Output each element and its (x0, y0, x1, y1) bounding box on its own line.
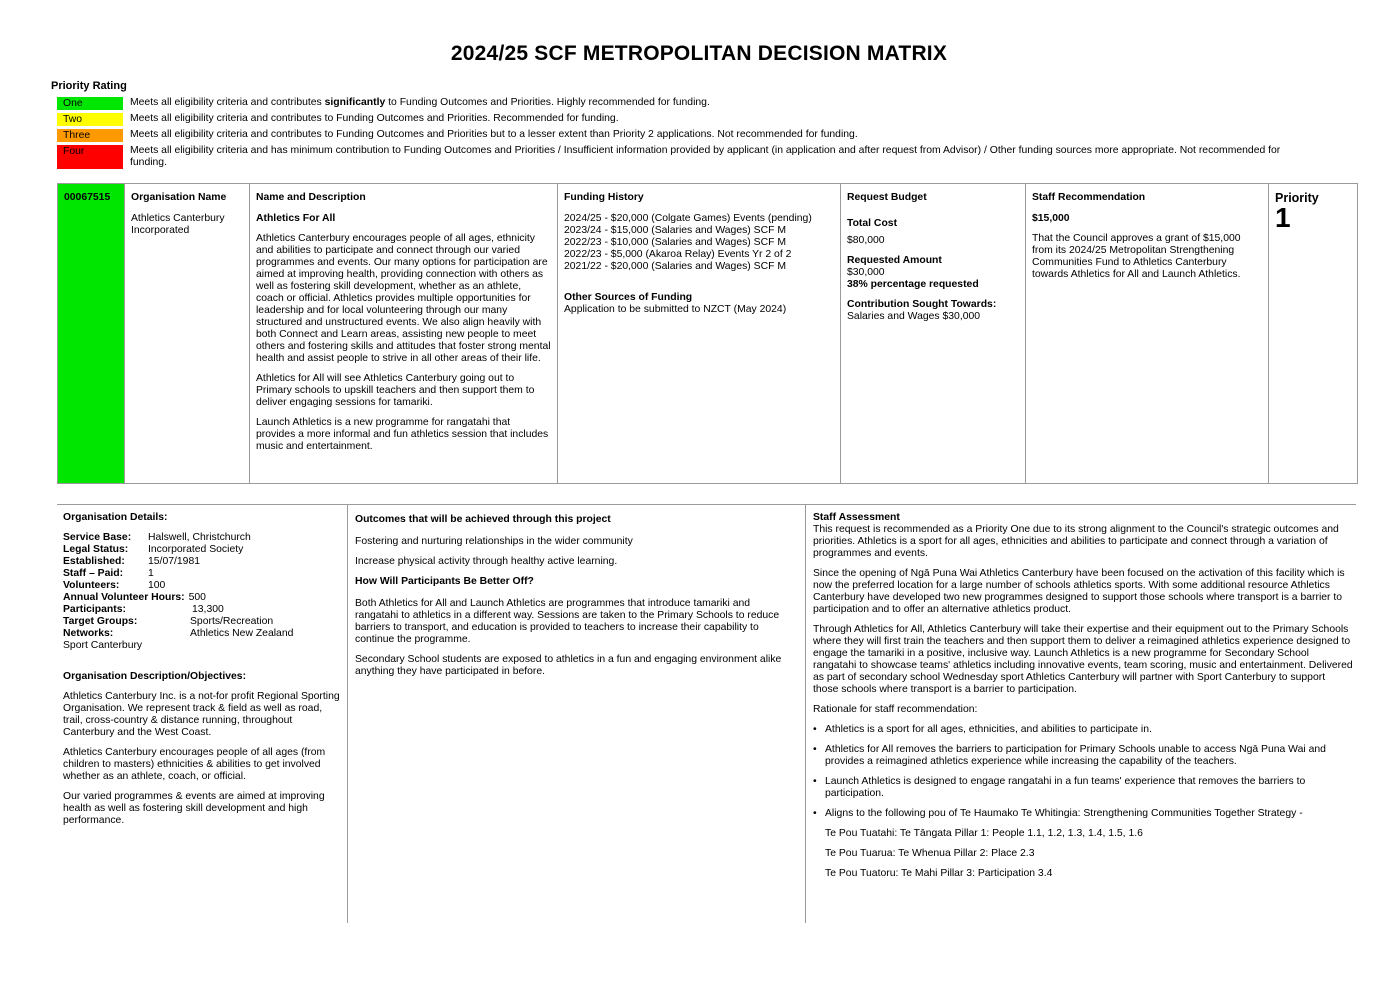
assessment-paragraph: This request is recommended as a Priority One due to its strong alignment to the Council's strategic outcomes and priorities. Athletics is a sport for all ages, ethnicities and abilities to participate and connect through a variation of programmes and events. (813, 524, 1339, 559)
objective-paragraph: Our varied programmes & events are aimed at improving health as well as fostering skill development and high performance. (63, 791, 325, 826)
vol-hours-label: Annual Volunteer Hours: (63, 592, 185, 603)
outcomes-heading: Outcomes that will be achieved through this project (355, 514, 611, 525)
pou-item: Te Pou Tuatahi: Te Tāngata Pillar 1: People 1.1, 1.2, 1.3, 1.4, 1.5, 1.6 (825, 828, 1143, 839)
vol-hours: 500 (188, 592, 206, 603)
requested-amount: $30,000 (847, 267, 885, 278)
other-sources-header: Other Sources of Funding (564, 292, 693, 303)
rationale-item: • Athletics is a sport for all ages, ethnicities, and abilities to participate in. (825, 724, 1353, 736)
section-divider (57, 504, 1356, 505)
legend-row-two (57, 113, 1317, 126)
history-header: Funding History (564, 192, 644, 203)
better-off-paragraph: Secondary School students are exposed to athletics in a fun and engaging environment alike anything they have participated in before. (355, 654, 782, 677)
org-name: Athletics Canterbury Incorporated (131, 213, 225, 236)
target-groups-label: Target Groups: (63, 616, 138, 627)
legend-swatch-three: Three (57, 129, 123, 142)
participants: 13,300 (192, 604, 224, 615)
networks-label: Networks: (63, 628, 114, 639)
legend-row-four (57, 145, 1317, 169)
total-cost-label: Total Cost (847, 218, 898, 229)
objectives-heading: Organisation Description/Objectives: (63, 671, 247, 682)
assessment-paragraph: Through Athletics for All, Athletics Canterbury will take their expertise and their equipment out to the Primary Schools where they will first train the teachers and then support them to deliver a reimagined athletics experience designed to engage the tamariki in a positive, inclusive way. Launch Athletics is a new programme for Secondary School rangatahi to showcase teams' athletics including innovative events, team scoring, music and entertainment. Delivered as part of secondary school Wednesday sport Athletics Canterbury will partner with Sport Canterbury to support those schools where transport is a barrier to participation. (813, 624, 1353, 695)
outcomes-section (355, 512, 795, 686)
rationale-item: • Aligns to the following pou of Te Haumako Te Whitingia: Strengthening Communities Together Strategy - (825, 808, 1353, 820)
percentage-requested: 38% percentage requested (847, 279, 979, 290)
participants-label: Participants: (63, 604, 126, 615)
legend-text-three: Meets all eligibility criteria and contributes to Funding Outcomes and Priorities but to a lesser extent than Priority 2 applications. Not recommended for funding. (130, 129, 858, 140)
application-id: 00067515 (58, 184, 125, 483)
rationale-item: • Athletics for All removes the barriers to participation for Primary Schools unable to access Ngā Puna Wai and provides a reimagined athletics experience while increasing the capability of the teachers. (825, 744, 1353, 768)
column-divider (805, 505, 806, 923)
contribution-towards: Salaries and Wages $30,000 (847, 311, 981, 322)
pou-item: Te Pou Tuarua: Te Whenua Pillar 2: Place 2.3 (825, 848, 1035, 859)
better-off-paragraph: Both Athletics for All and Launch Athletics are programmes that introduce tamariki and rangatahi to athletics in a different way. Sessions are taken to the Primary Schools to reduce barriers to transport, and education is provided to teachers to increase their capability to continue the programme. (355, 598, 780, 645)
org-details-heading: Organisation Details: (63, 512, 168, 523)
service-base-label: Service Base: (63, 532, 132, 543)
column-divider (347, 505, 348, 923)
rationale-heading: Rationale for staff recommendation: (813, 704, 978, 715)
legend-text-four: Meets all eligibility criteria and has minimum contribution to Funding Outcomes and Priorities / Insufficient information provided by applicant (in application and after request from Advisor) / Other funding sources more appropriate. Not recommended for funding. (130, 145, 1281, 168)
networks: Athletics New Zealand (190, 628, 294, 639)
outcome-item: Fostering and nurturing relationships in the wider community (355, 536, 633, 547)
staff-label: Staff – Paid: (63, 568, 124, 579)
outcome-item: Increase physical activity through healthy active learning. (355, 556, 618, 567)
rationale-list (813, 724, 1353, 820)
rationale-item: • Launch Athletics is designed to engage rangatahi in a fun teams' experience that removes the barriers to participation. (825, 776, 1353, 800)
established: 15/07/1981 (148, 556, 201, 567)
rec-amount: $15,000 (1032, 213, 1070, 224)
budget-column (841, 184, 1026, 483)
legend-swatch-two: Two (57, 113, 123, 126)
legal-status: Incorporated Society (148, 544, 244, 555)
history-item: 2023/24 - $15,000 (Salaries and Wages) SCF M (564, 225, 786, 236)
target-groups: Sports/Recreation (190, 616, 274, 627)
contribution-label: Contribution Sought Towards: (847, 299, 997, 310)
pou-item: Te Pou Tuatoru: Te Mahi Pillar 3: Participation 3.4 (825, 868, 1053, 879)
objective-paragraph: Athletics Canterbury encourages people of all ages (from children to masters) ethnicities & abilities to get involved whether as an athlete, coach, or official. (63, 747, 326, 782)
organisation-column (125, 184, 250, 483)
budget-header: Request Budget (847, 192, 927, 203)
funding-history-column (558, 184, 841, 483)
legend-swatch-one: One (57, 97, 123, 110)
legend-row-three (57, 129, 1317, 142)
service-base: Halswell, Christchurch (148, 532, 251, 543)
history-item: 2022/23 - $5,000 (Akaroa Relay) Events Yr 2 of 2 (564, 249, 792, 260)
legend-row-one (57, 97, 1317, 110)
established-label: Established: (63, 556, 125, 567)
history-item: 2021/22 - $20,000 (Salaries and Wages) SCF M (564, 261, 786, 272)
project-name: Athletics For All (256, 213, 336, 224)
assessment-paragraph: Since the opening of Ngā Puna Wai Athletics Canterbury have been focused on the activation of this facility which is now the preferred location for a large number of schools athletics sports. With some additional resource Athletics Canterbury have developed two new programmes designed to support those schools where transport is a barrier to participation and to offer an alternative athletics product. (813, 568, 1345, 615)
assessment-heading: Staff Assessment (813, 512, 900, 523)
org-header: Organisation Name (131, 192, 227, 203)
history-item: 2022/23 - $10,000 (Salaries and Wages) SCF M (564, 237, 786, 248)
desc-header: Name and Description (256, 192, 366, 203)
recommendation-column (1026, 184, 1269, 483)
priority-value: 1 (1275, 202, 1291, 233)
total-cost: $80,000 (847, 235, 885, 246)
priority-legend (57, 97, 1317, 172)
networks-2: Sport Canterbury (63, 640, 143, 651)
desc-paragraph: Launch Athletics is a new programme for rangatahi that provides a more informal and fun athletics session that includes music and entertainment. (256, 417, 549, 452)
desc-paragraph: Athletics for All will see Athletics Canterbury going out to Primary schools to upskill teachers and then support them to deliver engaging sessions for tamariki. (256, 373, 535, 408)
requested-label: Requested Amount (847, 255, 942, 266)
description-column (250, 184, 558, 483)
legal-status-label: Legal Status: (63, 544, 129, 555)
history-item: 2024/25 - $20,000 (Colgate Games) Events (pending) (564, 213, 812, 224)
priority-column (1269, 184, 1357, 483)
staff-assessment (813, 512, 1353, 888)
legend-swatch-four: Four (57, 145, 123, 169)
priority-rating-heading: Priority Rating (51, 80, 127, 92)
desc-paragraph: Athletics Canterbury encourages people of all ages, ethnicity and abilities to participate and connect through our varied programmes and events. Our many options for participation are aimed at improving health, providing connection with others as well as fostering skill development, whether as an athlete, coach or official. Athletics provides multiple opportunities for leadership and for local volunteering through our many structured and unstructured events. We also align heavily with both Connect and Learn areas, assisting new people to meet others and fostering skills and attitudes that foster strong mental health and assist people to strive in all other areas of their life. (256, 233, 551, 364)
staff-paid: 1 (148, 568, 154, 579)
page-title: 2024/25 SCF METROPOLITAN DECISION MATRIX (450, 42, 948, 65)
rec-header: Staff Recommendation (1032, 192, 1146, 203)
organisation-details (63, 512, 343, 835)
volunteers: 100 (148, 580, 166, 591)
volunteers-label: Volunteers: (63, 580, 120, 591)
legend-text-one: Meets all eligibility criteria and contributes significantly to Funding Outcomes and Priorities. Highly recommended for funding. (130, 97, 710, 108)
other-sources: Application to be submitted to NZCT (May 2024) (564, 304, 787, 315)
priority-header: Priority (1275, 191, 1319, 205)
better-off-heading: How Will Participants Be Better Off? (355, 576, 534, 587)
rec-text: That the Council approves a grant of $15,000 from its 2024/25 Metropolitan Strengthening Communities Fund to Athletics Canterbury towards Athletics for All and Launch Athletics. (1032, 233, 1241, 280)
application-table (57, 183, 1358, 484)
legend-text-two: Meets all eligibility criteria and contributes to Funding Outcomes and Priorities. Recommended for funding. (130, 113, 619, 124)
objective-paragraph: Athletics Canterbury Inc. is a not-for profit Regional Sporting Organisation. We represent track & field as well as road, trail, cross-country & distance running, throughout Canterbury and the West Coast. (63, 691, 340, 738)
